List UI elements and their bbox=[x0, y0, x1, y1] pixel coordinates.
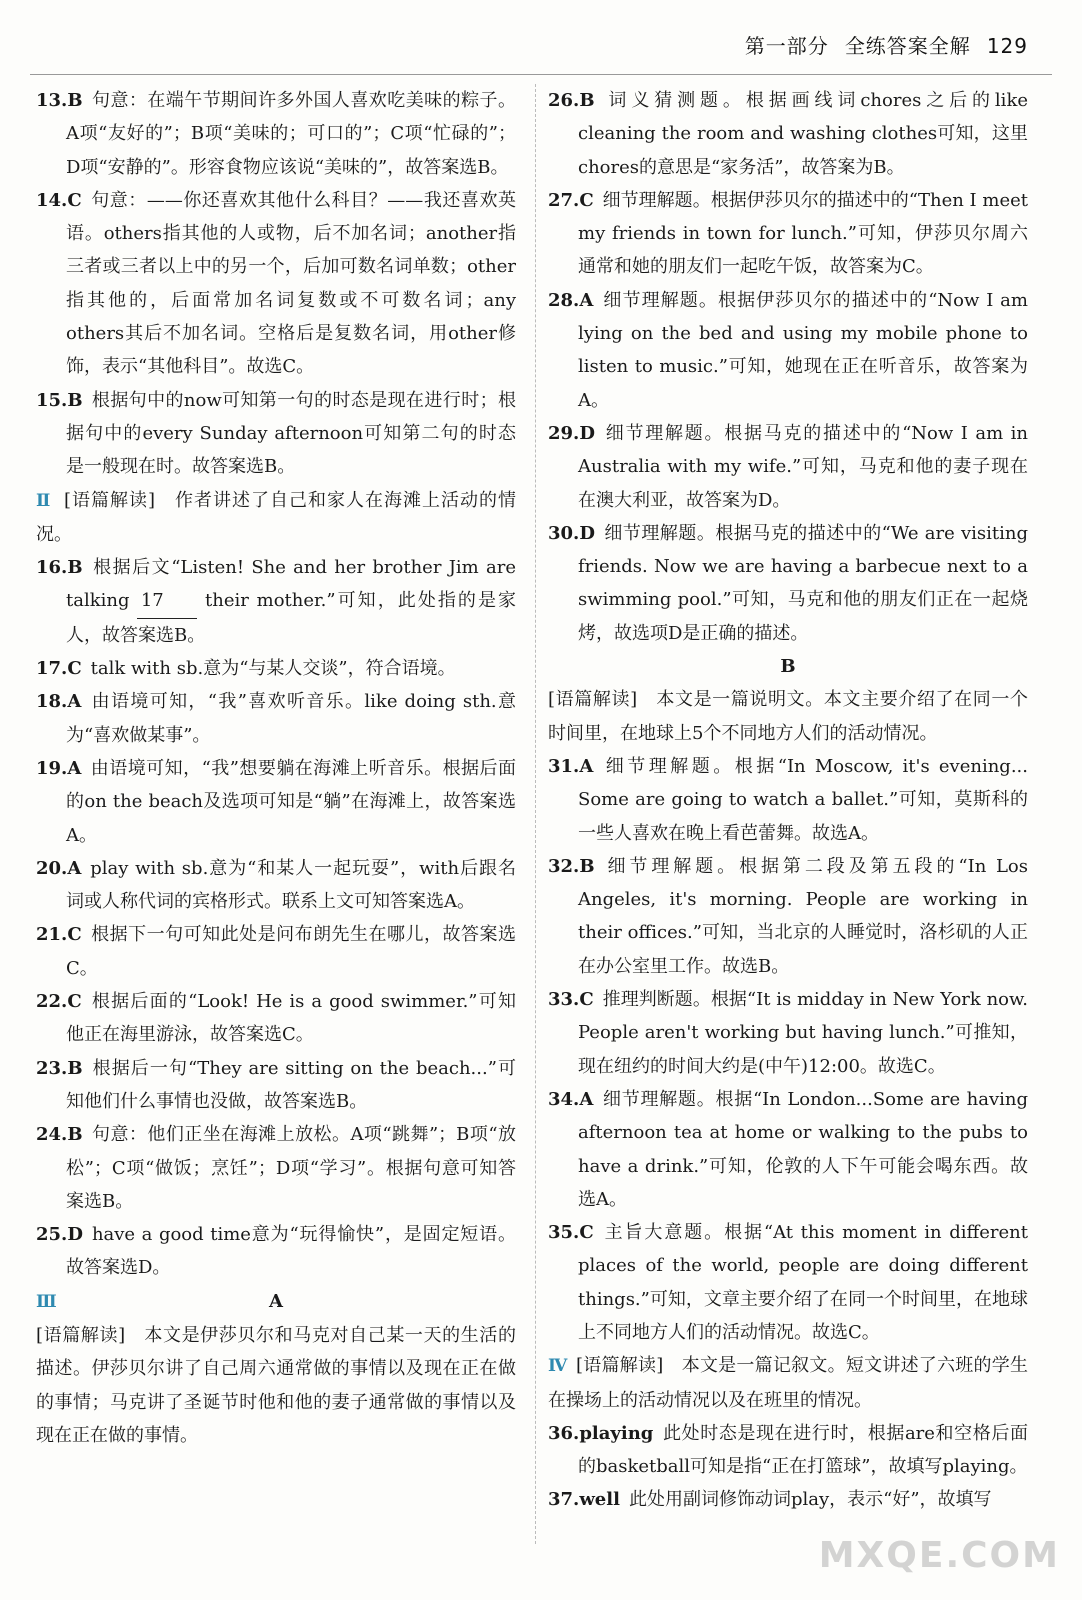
section-letter: A bbox=[269, 1290, 283, 1312]
answer-text: have a good time意为“玩得愉快”，是固定短语。故答案选D。 bbox=[66, 1224, 516, 1279]
answer-number: 29.D bbox=[548, 422, 604, 444]
answer-item bbox=[36, 985, 516, 1052]
answer-text: 细节理解题。根据第二段及第五段的“In Los Angeles, it's morning. People are working in their offices.”可知，当北京的人睡觉时，洛杉矶的人正在办公室里工作。故选B。 bbox=[578, 855, 1028, 977]
answer-text: 推理判断题。根据“It is midday in New York now. People aren't working but having lunch.”可推知，现在纽约的时间大约是(中午)12:00。故选C。 bbox=[578, 989, 1028, 1077]
answer-text: 细节理解题。根据马克的描述中的“Now I am in Australia with my wife.”可知，马克和他的妻子现在在澳大利亚，故答案为D。 bbox=[578, 422, 1028, 511]
note-text: [语篇解读] 本文是一篇说明文。本文主要介绍了在同一个时间里，在地球上5个不同地方人们的活动情况。 bbox=[548, 689, 1028, 744]
answer-number: 37.well bbox=[548, 1489, 629, 1511]
answer-item bbox=[548, 1083, 1028, 1216]
reading-note bbox=[548, 1349, 1028, 1417]
answer-text: 根据句中的now可知第一句的时态是现在进行时；根据句中的every Sunday afternoon可知第二句的时态是一般现在时。故答案选B。 bbox=[66, 389, 516, 478]
page-number: 129 bbox=[986, 34, 1028, 58]
answer-item bbox=[36, 384, 516, 484]
answer-item bbox=[548, 1216, 1028, 1349]
answer-item bbox=[548, 1483, 1028, 1516]
answer-number: 19.A bbox=[36, 757, 91, 779]
answer-number: 21.C bbox=[36, 924, 91, 946]
answer-item bbox=[548, 517, 1028, 650]
answer-item bbox=[36, 685, 516, 752]
answer-text: 此处时态是现在进行时，根据are和空格后面的basketball可知是指“正在打篮球”，故填写playing。 bbox=[578, 1422, 1028, 1478]
answer-item bbox=[548, 1417, 1028, 1484]
answer-number: 16.B bbox=[36, 557, 92, 579]
answer-text: 细节理解题。根据马克的描述中的“We are visiting friends. Now we are having a barbecue next to a swimming pool.”可知，马克和他的朋友们正在一起烧烤，故选项D是正确的描述。 bbox=[578, 522, 1028, 644]
answer-text: 主旨大意题。根据“At this moment in different places of the world, people are doing different things.”可知，文章主要介绍了在同一个时间里，在地球上不同地方人们的活动情况。故选C。 bbox=[578, 1222, 1028, 1343]
answer-item bbox=[36, 551, 516, 652]
answer-number: 34.A bbox=[548, 1088, 603, 1110]
answer-number: 28.A bbox=[548, 289, 603, 311]
answer-item bbox=[36, 652, 516, 685]
answer-number: 31.A bbox=[548, 755, 603, 777]
left-column bbox=[36, 84, 516, 1452]
watermark: MXQE.COM bbox=[818, 1535, 1060, 1576]
answer-number: 17.C bbox=[36, 658, 91, 680]
answer-number: 26.B bbox=[548, 90, 604, 111]
answer-text: 细节理解题。根据“In London...Some are having afternoon tea at home or walking to the pubs to have a drink.”可知，伦敦的人下午可能会喝东西。故选A。 bbox=[578, 1088, 1028, 1210]
section-mark: Ⅱ bbox=[36, 490, 51, 511]
answer-item bbox=[548, 84, 1028, 184]
answer-number: 36.playing bbox=[548, 1422, 663, 1444]
answer-number: 35.C bbox=[548, 1222, 603, 1244]
answer-item bbox=[36, 184, 516, 384]
answer-item bbox=[36, 1218, 516, 1285]
answer-number: 20.A bbox=[36, 857, 91, 879]
answer-item bbox=[36, 84, 516, 184]
right-column bbox=[548, 84, 1028, 1517]
answer-number: 18.A bbox=[36, 691, 91, 713]
note-text: [语篇解读] 本文是伊莎贝尔和马克对自己某一天的生活的描述。伊莎贝尔讲了自己周六通常做的事情以及现在正在做的事情；马克讲了圣诞节时他和他的妻子通常做的事情以及现在正在做的事情。 bbox=[36, 1324, 516, 1446]
answer-item bbox=[548, 184, 1028, 284]
note-text: [语篇解读] 作者讲述了自己和家人在海滩上活动的情况。 bbox=[36, 489, 516, 545]
answer-text: 词义猜测题。根据画线词chores之后的like cleaning the room and washing clothes可知，这里chores的意思是“家务活”，故答案为B。 bbox=[578, 90, 1028, 178]
reading-note bbox=[548, 683, 1028, 750]
answer-number: 22.C bbox=[36, 991, 91, 1013]
answer-number: 27.C bbox=[548, 189, 603, 211]
note-text: [语篇解读] 本文是一篇记叙文。短文讲述了六班的学生在操场上的活动情况以及在班里的情况。 bbox=[548, 1355, 1028, 1411]
answer-text: their mother.”可知，此处指的是家人，故答案选B。 bbox=[66, 590, 516, 646]
answer-number: 25.D bbox=[36, 1224, 92, 1246]
answer-item bbox=[36, 1118, 516, 1218]
answer-text: 根据下一句可知此处是问布朗先生在哪儿，故答案选C。 bbox=[66, 924, 516, 979]
answer-item bbox=[36, 1052, 516, 1119]
answer-number: 24.B bbox=[36, 1124, 92, 1146]
answer-text: play with sb.意为“和某人一起玩耍”，with后跟名词或人称代词的宾格形式。联系上文可知答案选A。 bbox=[66, 857, 516, 913]
answer-item bbox=[548, 284, 1028, 417]
section-title: 第一部分 bbox=[744, 34, 829, 58]
answer-text: 句意：在端午节期间许多外国人喜欢吃美味的粽子。A项“友好的”；B项“美味的；可口的”；C项“忙碌的”；D项“安静的”。形容食物应该说“美味的”，故答案选B。 bbox=[66, 90, 516, 178]
answer-text: 细节理解题。根据“In Moscow, it's evening... Some are going to watch a ballet.”可知，莫斯科的一些人喜欢在晚上看芭蕾舞。故选A。 bbox=[578, 755, 1028, 844]
answer-number: 32.B bbox=[548, 855, 604, 877]
answer-text: 此处用副词修饰动词play，表示“好”，故填写 bbox=[628, 1489, 992, 1511]
reading-note bbox=[36, 1319, 516, 1452]
answer-number: 30.D bbox=[548, 522, 604, 544]
section-mark: Ⅳ bbox=[548, 1356, 568, 1377]
answer-number: 33.C bbox=[548, 989, 603, 1011]
answer-text: 细节理解题。根据伊莎贝尔的描述中的“Then I meet my friends in town for lunch.”可知，伊莎贝尔周六通常和她的朋友们一起吃午饭，故答案为C。 bbox=[578, 189, 1028, 278]
answer-number: 14.C bbox=[36, 189, 91, 211]
answer-number: 23.B bbox=[36, 1057, 92, 1079]
answer-text: 由语境可知，“我”喜欢听音乐。like doing sth.意为“喜欢做某事”。 bbox=[66, 691, 516, 746]
section-mark: Ⅲ bbox=[36, 1291, 57, 1312]
blank-number: 17 bbox=[137, 584, 197, 618]
answer-text: 根据后面的“Look! He is a good swimmer.”可知他正在海里游泳，故答案选C。 bbox=[66, 991, 516, 1046]
answer-text: talk with sb.意为“与某人交谈”，符合语境。 bbox=[90, 658, 456, 680]
running-head bbox=[745, 30, 1028, 59]
reading-note bbox=[36, 484, 516, 552]
answer-text: 细节理解题。根据伊莎贝尔的描述中的“Now I am lying on the bed and using my mobile phone to listen to music.”可知，她现在正在听音乐，故答案为A。 bbox=[578, 289, 1028, 411]
answer-item bbox=[36, 918, 516, 985]
answer-item bbox=[36, 752, 516, 852]
answer-text: 句意：他们正坐在海滩上放松。A项“跳舞”；B项“放松”；C项“做饭；烹饪”；D项“学习”。根据句意可知答案选B。 bbox=[66, 1124, 516, 1212]
column-divider bbox=[535, 84, 536, 1544]
answer-text: 根据后文“Listen! She and her brother Jim are talking bbox=[66, 557, 516, 612]
answer-item bbox=[548, 417, 1028, 517]
answer-text: 句意：——你还喜欢其他什么科目？——我还喜欢英语。others指其他的人或物，后不加名词；another指三者或三者以上中的另一个，后加可数名词单数；other指其他的，后面常加名词复数或不可数名词；any others其后不加名词。空格后是复数名词，用other修饰，表示“其他科目”。故选C。 bbox=[66, 189, 516, 378]
answer-item bbox=[548, 750, 1028, 850]
section-heading: B bbox=[780, 656, 796, 678]
answer-number: 15.B bbox=[36, 389, 92, 411]
header-rule bbox=[30, 74, 1052, 75]
answer-number: 13.B bbox=[36, 90, 92, 111]
answer-item bbox=[36, 852, 516, 919]
answer-item bbox=[548, 850, 1028, 983]
answer-text: 根据后一句“They are sitting on the beach...”可知他们什么事情也没做，故答案选B。 bbox=[66, 1057, 516, 1112]
page-header bbox=[0, 8, 1082, 68]
answer-text: 由语境可知，“我”想要躺在海滩上听音乐。根据后面的on the beach及选项可知是“躺”在海滩上，故答案选A。 bbox=[66, 757, 516, 846]
book-subtitle: 全练答案全解 bbox=[844, 34, 971, 58]
answer-item bbox=[548, 983, 1028, 1083]
section-heading bbox=[36, 1285, 516, 1319]
